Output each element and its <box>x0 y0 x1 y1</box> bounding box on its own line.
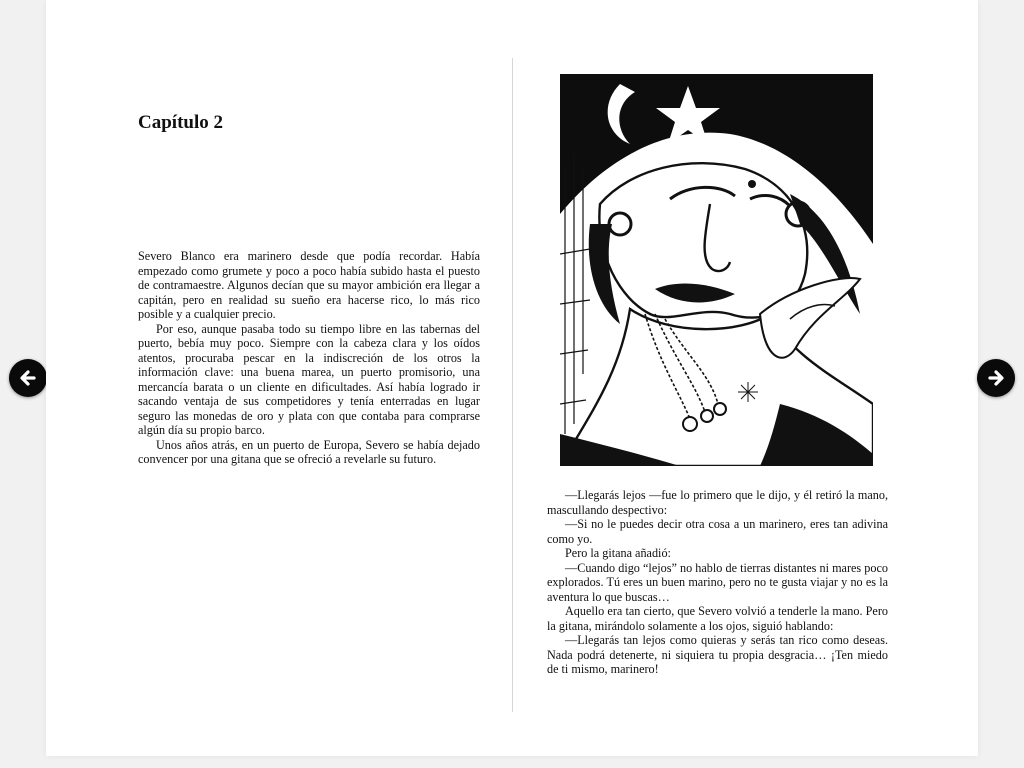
paragraph: —Cuando digo “lejos” no hablo de tierras distantes ni mares poco explorados. Tú eres un buen marino, pero no te gusta viajar y no es la aventura lo que buscas… <box>547 560 888 604</box>
paragraph: Severo Blanco era marinero desde que podía recordar. Había empezado como grumete y poco a poco había subido hasta el puesto de contramaestre. Algunos decían que su mayor ambición era llegar a capitán, pero en realidad su sueño era hacerse rico, lo más rico posible y a cualquier precio. <box>138 249 480 321</box>
gypsy-illustration-image <box>560 74 873 466</box>
right-page-text <box>547 488 888 677</box>
left-page <box>46 0 512 756</box>
paragraph: Unos años atrás, en un puerto de Europa, Severo se había dejado convencer por una gitana que se ofreció a revelarle su futuro. <box>138 437 480 466</box>
paragraph: Por eso, aunque pasaba todo su tiempo libre en las tabernas del puerto, bebía muy poco. Siempre con la cabeza clara y los oídos atentos, procuraba pescar en la indiscreción de los otros la información clave: una buena marea, un puerto promisorio, una mercancía barata o un cliente en dificultades. Así había logrado ir sacando ventaja de sus competidores y tenía enterradas en lugar seguro las monedas de oro y plata con que contaba para comprarse algún día su propio barco. <box>138 321 480 437</box>
chapter-illustration <box>560 74 873 466</box>
arrow-right-icon <box>986 368 1006 388</box>
paragraph: Pero la gitana añadió: <box>565 546 671 560</box>
paragraph: —Si no le puedes decir otra cosa a un marinero, eres tan adivina como yo. <box>547 517 888 546</box>
arrow-left-icon <box>18 368 38 388</box>
book-spread <box>46 0 978 756</box>
chapter-title: Capítulo 2 <box>138 112 223 133</box>
previous-page-button[interactable] <box>9 359 47 397</box>
paragraph: —Llegarás tan lejos como quieras y serás tan rico como deseas. Nada podrá detenerte, ni siquiera tu propia desgracia… ¡Ten miedo de ti mismo, marinero! <box>547 633 888 676</box>
paragraph: —Llegarás lejos —fue lo primero que le dijo, y él retiró la mano, mascullando despectivo: <box>547 488 888 517</box>
paragraph: Aquello era tan cierto, que Severo volvió a tenderle la mano. Pero la gitana, mirándolo solamente a los ojos, siguió hablando: <box>547 604 888 633</box>
left-page-text <box>138 249 480 467</box>
next-page-button[interactable] <box>977 359 1015 397</box>
right-page <box>513 0 978 756</box>
